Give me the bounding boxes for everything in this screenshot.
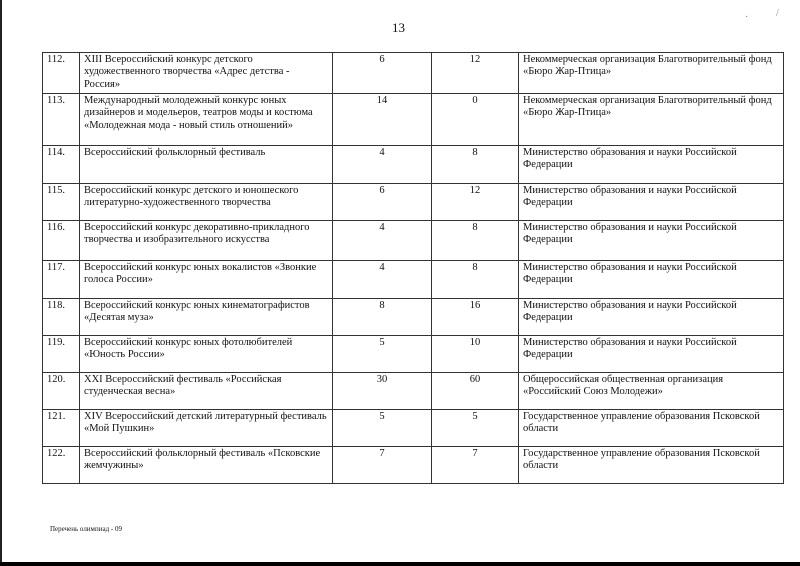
table-row: [43, 373, 784, 410]
row-number-cell: 120.: [43, 373, 80, 410]
quota-1-cell: 7: [333, 447, 432, 484]
table-row: [43, 261, 784, 299]
table-row: [43, 447, 784, 484]
quota-2-cell: 8: [432, 221, 519, 261]
table-row: [43, 299, 784, 336]
row-number-cell: 121.: [43, 410, 80, 447]
quota-2-cell: 16: [432, 299, 519, 336]
table-row: [43, 94, 784, 146]
quota-1-cell: 4: [333, 261, 432, 299]
row-number-cell: 114.: [43, 146, 80, 184]
row-number-cell: 122.: [43, 447, 80, 484]
quota-2-cell: 12: [432, 184, 519, 221]
quota-1-cell: 6: [333, 184, 432, 221]
olympiad-table: [42, 52, 784, 484]
row-number-cell: 113.: [43, 94, 80, 146]
row-number-cell: 118.: [43, 299, 80, 336]
quota-2-cell: 8: [432, 146, 519, 184]
quota-1-cell: 5: [333, 336, 432, 373]
event-name-cell: Всероссийский конкурс детского и юношеского литературно-художественного творчества: [80, 184, 333, 221]
event-name-cell: Всероссийский конкурс юных фотолюбителей «Юность России»: [80, 336, 333, 373]
table-row: [43, 53, 784, 94]
table-row: [43, 221, 784, 261]
organizer-cell: Министерство образования и науки Российской Федерации: [519, 299, 784, 336]
scan-bottom-edge: [0, 562, 800, 566]
quota-2-cell: 12: [432, 53, 519, 94]
row-number-cell: 112.: [43, 53, 80, 94]
event-name-cell: XIV Всероссийский детский литературный фестиваль «Мой Пушкин»: [80, 410, 333, 447]
row-number-cell: 116.: [43, 221, 80, 261]
organizer-cell: Министерство образования и науки Российской Федерации: [519, 336, 784, 373]
organizer-cell: Государственное управление образования Псковской области: [519, 447, 784, 484]
quota-1-cell: 30: [333, 373, 432, 410]
organizer-cell: Министерство образования и науки Российской Федерации: [519, 261, 784, 299]
row-number-cell: 115.: [43, 184, 80, 221]
quota-1-cell: 8: [333, 299, 432, 336]
event-name-cell: XIII Всероссийский конкурс детского художественного творчества «Адрес детства - Россия»: [80, 53, 333, 94]
event-name-cell: Всероссийский конкурс декоративно-прикладного творчества и изобразительного искусства: [80, 221, 333, 261]
scan-speck: /: [776, 8, 779, 19]
organizer-cell: Министерство образования и науки Российской Федерации: [519, 221, 784, 261]
quota-2-cell: 10: [432, 336, 519, 373]
scan-speck: ·: [745, 12, 749, 23]
event-name-cell: XXI Всероссийский фестиваль «Российская студенческая весна»: [80, 373, 333, 410]
organizer-cell: Министерство образования и науки Российской Федерации: [519, 146, 784, 184]
event-name-cell: Всероссийский конкурс юных кинематографистов «Десятая муза»: [80, 299, 333, 336]
organizer-cell: Министерство образования и науки Российской Федерации: [519, 184, 784, 221]
quota-2-cell: 0: [432, 94, 519, 146]
event-name-cell: Международный молодежный конкурс юных дизайнеров и модельеров, театров моды и костюма «Молодежная мода - новый стиль отношений»: [80, 94, 333, 146]
event-name-cell: Всероссийский фольклорный фестиваль «Псковские жемчужины»: [80, 447, 333, 484]
row-number-cell: 117.: [43, 261, 80, 299]
page-number: 13: [392, 20, 405, 35]
event-name-cell: Всероссийский фольклорный фестиваль: [80, 146, 333, 184]
quota-1-cell: 4: [333, 146, 432, 184]
organizer-cell: Некоммерческая организация Благотворительный фонд «Бюро Жар-Птица»: [519, 94, 784, 146]
quota-2-cell: 8: [432, 261, 519, 299]
row-number-cell: 119.: [43, 336, 80, 373]
scan-left-edge: [0, 0, 2, 566]
quota-1-cell: 4: [333, 221, 432, 261]
quota-2-cell: 60: [432, 373, 519, 410]
organizer-cell: Некоммерческая организация Благотворительный фонд «Бюро Жар-Птица»: [519, 53, 784, 94]
organizer-cell: Общероссийская общественная организация «Российский Союз Молодежи»: [519, 373, 784, 410]
quota-1-cell: 14: [333, 94, 432, 146]
footer-note: Перечень олимпиад - 09: [50, 525, 122, 533]
organizer-cell: Государственное управление образования Псковской области: [519, 410, 784, 447]
quota-1-cell: 5: [333, 410, 432, 447]
quota-2-cell: 5: [432, 410, 519, 447]
quota-1-cell: 6: [333, 53, 432, 94]
event-name-cell: Всероссийский конкурс юных вокалистов «Звонкие голоса России»: [80, 261, 333, 299]
table-row: [43, 410, 784, 447]
table-row: [43, 184, 784, 221]
quota-2-cell: 7: [432, 447, 519, 484]
table-row: [43, 146, 784, 184]
table-row: [43, 336, 784, 373]
